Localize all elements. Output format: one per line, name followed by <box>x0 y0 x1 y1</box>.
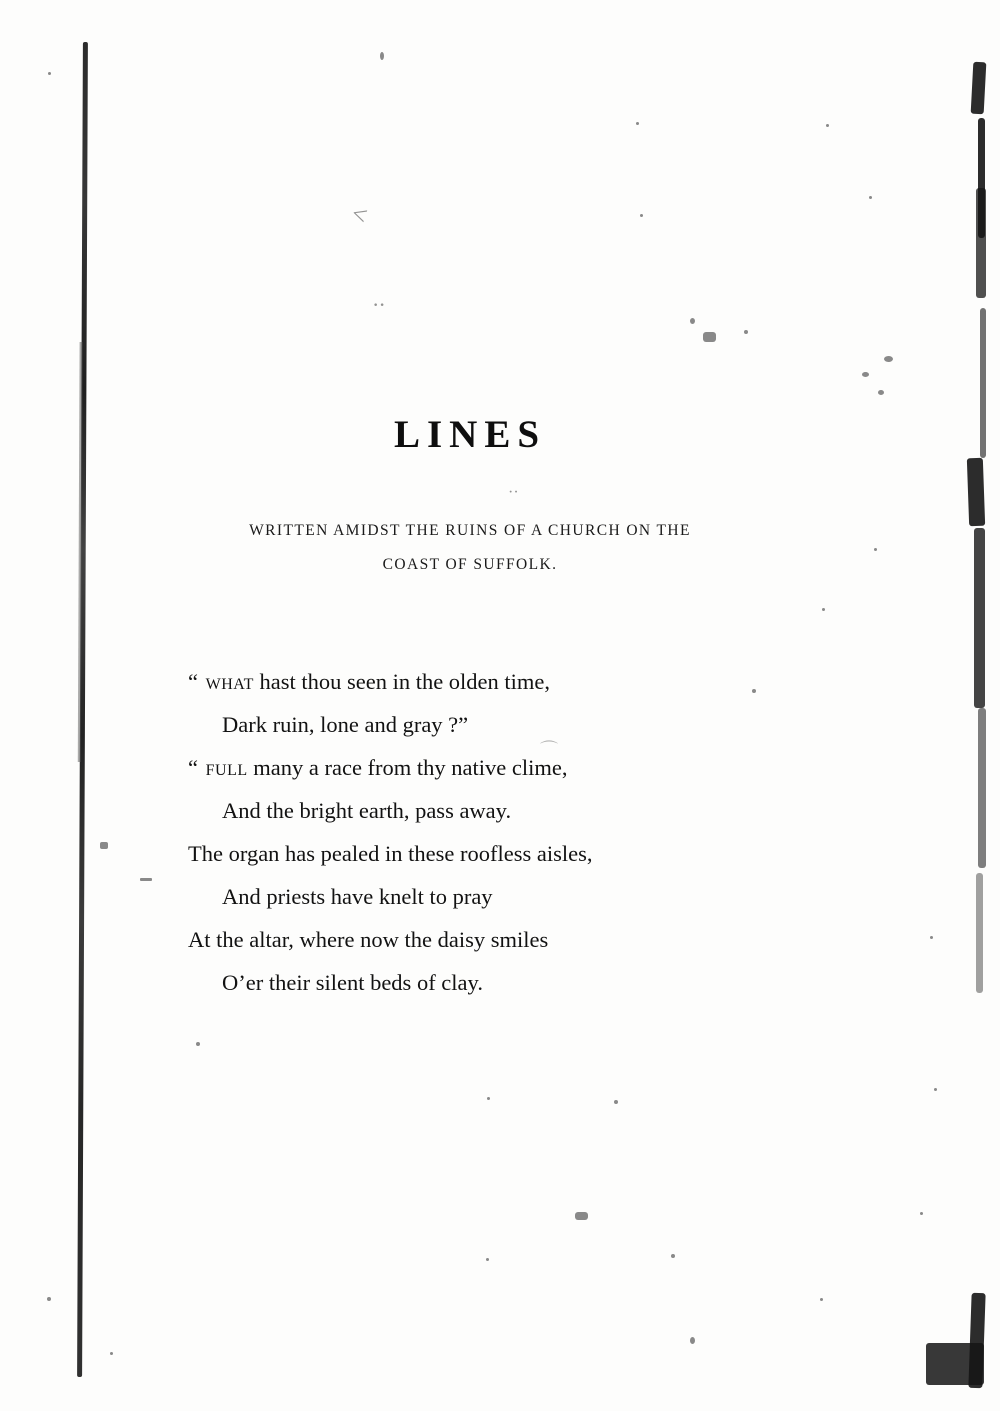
poem-subtitle <box>150 514 790 582</box>
dust-speck <box>934 1088 937 1091</box>
dust-speck <box>48 72 51 75</box>
ink-smudge: ·∙ <box>372 292 385 317</box>
poem-line: The organ has pealed in these roofless aisles, <box>188 841 593 866</box>
poem-subtitle-line-1: WRITTEN AMIDST THE RUINS OF A CHURCH ON THE <box>249 522 691 539</box>
dust-speck <box>869 196 872 199</box>
poem-line: And priests have knelt to pray <box>222 884 493 909</box>
ink-smudge: ⌒ <box>540 740 558 760</box>
poem-line: And the bright earth, pass away. <box>222 798 512 823</box>
edge-ink-blob <box>971 62 987 115</box>
ink-smudge: < <box>348 198 371 231</box>
edge-ink-blob <box>980 308 986 458</box>
page-gutter-shadow <box>77 42 88 1377</box>
dust-speck <box>930 936 933 939</box>
edge-ink-blob <box>976 873 983 993</box>
edge-ink-blob <box>974 528 985 708</box>
dust-speck <box>100 842 108 849</box>
dust-speck <box>826 124 829 127</box>
page-edge-artifact <box>956 58 982 1388</box>
edge-ink-blob <box>967 458 985 527</box>
page-content <box>150 0 790 1411</box>
poem-line: O’er their silent beds of clay. <box>222 970 483 995</box>
dust-speck <box>820 1298 823 1301</box>
poem-stanza <box>188 660 788 1004</box>
dust-speck <box>47 1297 51 1301</box>
poem-line: “ full many a race from thy native clime, <box>188 755 568 780</box>
dust-speck <box>822 608 825 611</box>
edge-ink-blob <box>976 188 986 298</box>
dust-speck <box>862 372 869 377</box>
dust-speck <box>920 1212 923 1215</box>
dust-speck <box>110 1352 113 1355</box>
dust-speck <box>878 390 884 395</box>
poem-subtitle-line-2: COAST OF SUFFOLK. <box>382 556 558 573</box>
dust-speck <box>884 356 893 362</box>
edge-ink-blob <box>926 1343 984 1385</box>
poem-line: At the altar, where now the daisy smiles <box>188 927 549 952</box>
dust-speck <box>874 548 877 551</box>
page-title: LINES <box>393 413 547 457</box>
poem-line: “ what hast thou seen in the olden time, <box>188 669 551 694</box>
ink-smudge: ·· <box>508 484 519 501</box>
edge-ink-blob <box>978 708 986 868</box>
poem-line: Dark ruin, lone and gray ?” <box>222 712 469 737</box>
